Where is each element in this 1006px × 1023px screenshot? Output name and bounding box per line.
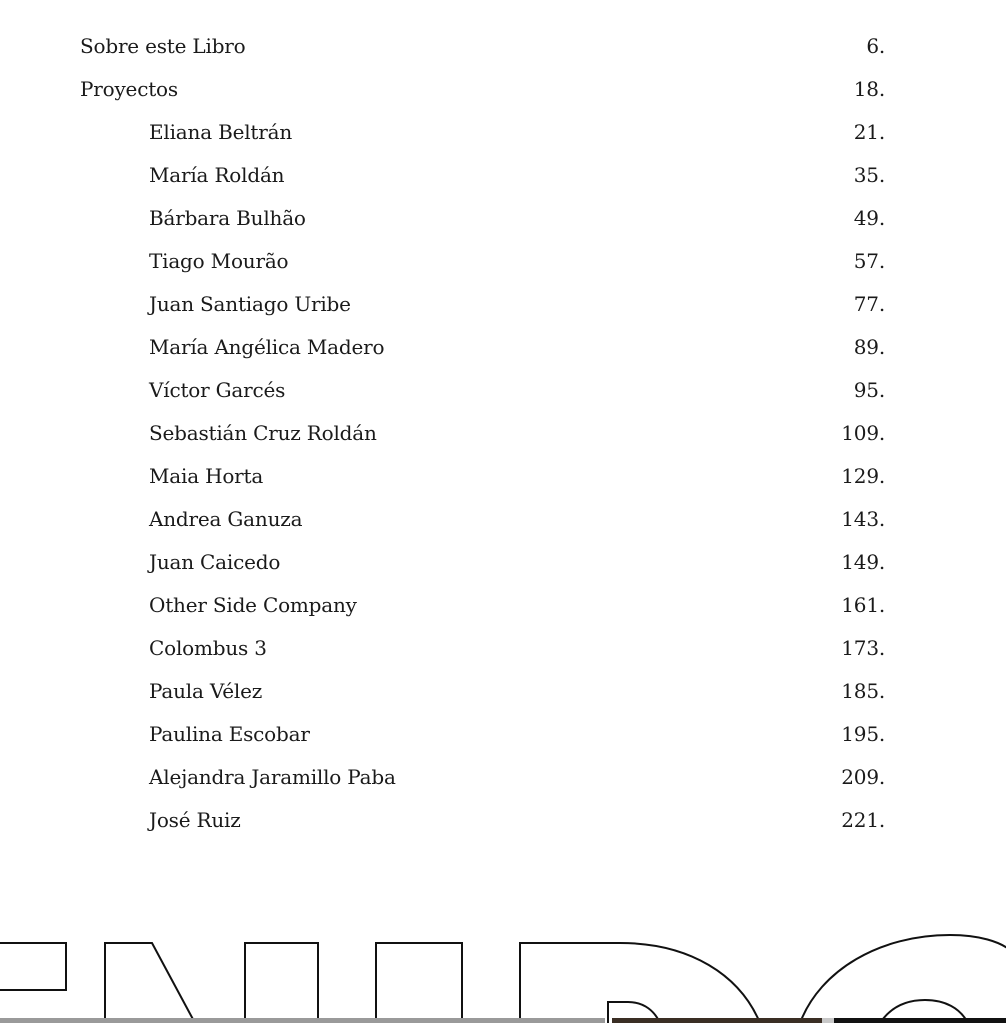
toc-entry-maia-horta[interactable]: [0, 455, 1006, 498]
toc-entry-barbara-bulhao[interactable]: [0, 197, 1006, 240]
toc-entry-sebastian-cruz-roldan[interactable]: [0, 412, 1006, 455]
toc-entry-page: 161.: [841, 593, 885, 617]
toc-entry-title: Andrea Ganuza: [149, 507, 303, 531]
toc-entry-page: 173.: [841, 636, 885, 660]
outline-letter-o-fragment: [800, 935, 1006, 1023]
toc-entry-page: 89.: [853, 335, 885, 359]
toc-entry-title: María Roldán: [149, 163, 285, 187]
toc-entry-page: 35.: [853, 163, 885, 187]
toc-entry-title: Tiago Mourão: [149, 249, 289, 273]
toc-entry-title: Other Side Company: [149, 593, 357, 617]
toc-entry-page: 95.: [853, 378, 885, 402]
toc-entry-page: 185.: [841, 679, 885, 703]
toc-entry-title: Eliana Beltrán: [149, 120, 293, 144]
toc-entry-title: Alejandra Jaramillo Paba: [149, 765, 396, 789]
toc-entry-title: Colombus 3: [149, 636, 267, 660]
toc-entry-page: 6.: [866, 34, 885, 58]
toc-entry-andrea-ganuza[interactable]: [0, 498, 1006, 541]
toc-entry-title: Maia Horta: [149, 464, 264, 488]
toc-entry-colombus-3[interactable]: [0, 627, 1006, 670]
toc-entry-other-side-company[interactable]: [0, 584, 1006, 627]
toc-entry-paulina-escobar[interactable]: [0, 713, 1006, 756]
toc-entry-page: 129.: [841, 464, 885, 488]
toc-entry-sobre-este-libro[interactable]: [0, 25, 1006, 68]
toc-entry-page: 195.: [841, 722, 885, 746]
toc-entry-title: José Ruiz: [149, 808, 241, 832]
strip-segment-gray: [0, 1018, 605, 1023]
toc-entry-maria-angelica-madero[interactable]: [0, 326, 1006, 369]
strip-segment-brown: [612, 1018, 822, 1023]
toc-entry-page: 57.: [853, 249, 885, 273]
toc-entry-page: 143.: [841, 507, 885, 531]
toc-entry-page: 149.: [841, 550, 885, 574]
outline-letter-e-fragment: [0, 943, 66, 990]
toc-entry-title: Paula Vélez: [149, 679, 263, 703]
toc-entry-title: Paulina Escobar: [149, 722, 310, 746]
toc-entry-page: 49.: [853, 206, 885, 230]
toc-entry-title: Sobre este Libro: [80, 34, 246, 58]
toc-entry-paula-velez[interactable]: [0, 670, 1006, 713]
toc-entry-title: Sebastián Cruz Roldán: [149, 421, 377, 445]
decorative-outline-lettering: [0, 920, 1006, 1023]
toc-entry-title: Juan Santiago Uribe: [149, 292, 351, 316]
toc-entry-page: 18.: [853, 77, 885, 101]
toc-entry-jose-ruiz[interactable]: [0, 799, 1006, 842]
toc-entry-title: Proyectos: [80, 77, 178, 101]
toc-entry-juan-caicedo[interactable]: [0, 541, 1006, 584]
toc-entry-page: 221.: [841, 808, 885, 832]
toc-entry-page: 209.: [841, 765, 885, 789]
strip-segment-black: [834, 1018, 1006, 1023]
toc-entry-alejandra-jaramillo-paba[interactable]: [0, 756, 1006, 799]
table-of-contents: [0, 25, 1006, 842]
outline-letter-b-fragment: [520, 943, 760, 1023]
toc-entry-title: Bárbara Bulhão: [149, 206, 306, 230]
toc-entry-victor-garces[interactable]: [0, 369, 1006, 412]
toc-entry-title: Víctor Garcés: [149, 378, 286, 402]
toc-entry-page: 21.: [853, 120, 885, 144]
toc-entry-tiago-mourao[interactable]: [0, 240, 1006, 283]
toc-entry-title: María Angélica Madero: [149, 335, 385, 359]
toc-entry-page: 77.: [853, 292, 885, 316]
toc-entry-proyectos[interactable]: [0, 68, 1006, 111]
bottom-image-strip: [0, 1018, 1006, 1023]
toc-entry-page: 109.: [841, 421, 885, 445]
outline-letter-n-fragment: [105, 943, 318, 1023]
outline-letter-u-left-fragment: [376, 943, 462, 1023]
toc-entry-juan-santiago-uribe[interactable]: [0, 283, 1006, 326]
strip-segment-light: [822, 1018, 834, 1023]
toc-entry-eliana-beltran[interactable]: [0, 111, 1006, 154]
toc-entry-title: Juan Caicedo: [149, 550, 281, 574]
toc-entry-maria-roldan[interactable]: [0, 154, 1006, 197]
